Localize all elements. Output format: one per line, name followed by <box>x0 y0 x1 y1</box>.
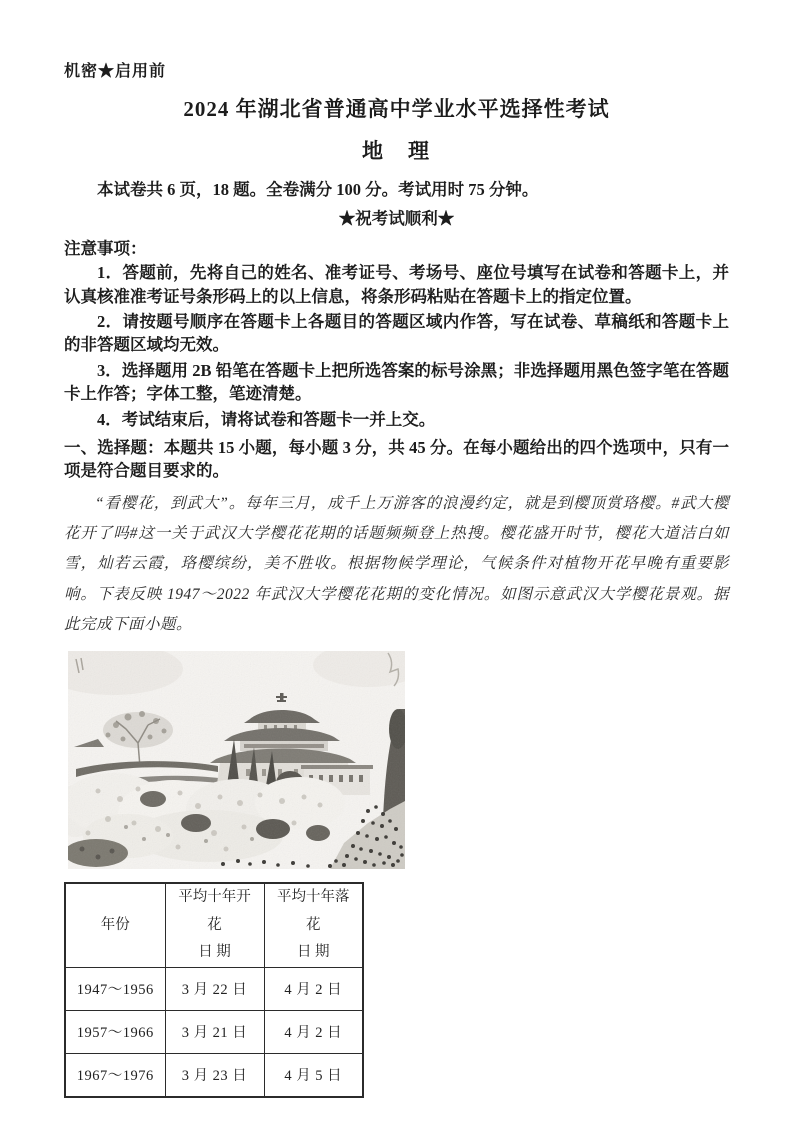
classification-label: 机密★启用前 <box>64 63 167 80</box>
table-cell-falling: 4 月 2 日 <box>264 1010 363 1053</box>
table-header-row <box>65 883 363 967</box>
table-cell-falling: 4 月 2 日 <box>264 967 363 1010</box>
header-line: 日 期 <box>296 944 330 961</box>
table-cell-opening: 3 月 22 日 <box>165 967 264 1010</box>
table-cell-year: 1957～1966 <box>65 1010 165 1053</box>
table-header-falling-date <box>264 883 363 967</box>
cherry-blossom-photo <box>68 651 405 869</box>
question-passage: “看樱花，到武大”。每年三月，成千上万游客的浪漫约定，就是到樱顶赏珞樱。#武大樱花开了吗#这一关于武汉大学樱花花期的话题频频登上热搜。樱花盛开时节，樱花大道洁白如雪，灿若云霞，珞樱缤纷，美不胜收。根据物候学理论，气候条件对植物开花早晚有重要影响。下表反映 1947～2022 年武汉大学樱花花期的变化情况。如图示意武汉大学樱花景观。据此完成下面小题。 <box>64 494 729 633</box>
table-cell-year: 1967～1976 <box>65 1053 165 1097</box>
notices-heading: 注意事项： <box>64 239 147 259</box>
header-line: 平均十年落花 <box>277 888 350 933</box>
table-header-opening-date <box>165 883 264 967</box>
wish-line: ★祝考试顺利★ <box>338 209 455 229</box>
notice-item-2: 2．请按题号顺序在答题卡上各题目的答题区域内作答，写在试卷、草稿纸和答题卡上的非答题区域均无效。 <box>64 311 729 355</box>
table-header-year: 年份 <box>65 883 165 967</box>
exam-title: 2024 年湖北省普通高中学业水平选择性考试 <box>183 97 610 121</box>
notice-item-1: 1．答题前，先将自己的姓名、准考证号、考场号、座位号填写在试卷和答题卡上，并认真核准准考证号条形码上的以上信息，将条形码粘贴在答题卡上的指定位置。 <box>64 263 729 306</box>
subject-title: 地 理 <box>362 139 431 163</box>
flowering-date-table <box>64 882 364 1098</box>
exam-info-line: 本试卷共 6 页，18 题。全卷满分 100 分。考试用时 75 分钟。 <box>97 180 539 199</box>
table-cell-opening: 3 月 23 日 <box>165 1053 264 1097</box>
table-row <box>65 1010 363 1053</box>
notice-item-3: 3．选择题用 2B 铅笔在答题卡上把所选答案的标号涂黑；非选择题用黑色签字笔在答题卡上作答；字体工整，笔迹清楚。 <box>64 360 729 404</box>
table-row <box>65 967 363 1010</box>
header-line: 日 期 <box>198 944 231 961</box>
table-cell-falling: 4 月 5 日 <box>264 1053 363 1097</box>
table-cell-year: 1947～1956 <box>65 967 165 1010</box>
header-line: 平均十年开花 <box>178 888 251 933</box>
table-cell-opening: 3 月 21 日 <box>165 1010 264 1053</box>
section-1-heading: 一、选择题：本题共 15 小题，每小题 3 分，共 45 分。在每小题给出的四个选项中，只有一项是符合题目要求的。 <box>64 438 729 481</box>
table-row <box>65 1053 363 1097</box>
notice-item-4: 4．考试结束后，请将试卷和答题卡一并上交。 <box>97 409 436 429</box>
cherry-blossom-photo-illustration <box>68 651 405 869</box>
